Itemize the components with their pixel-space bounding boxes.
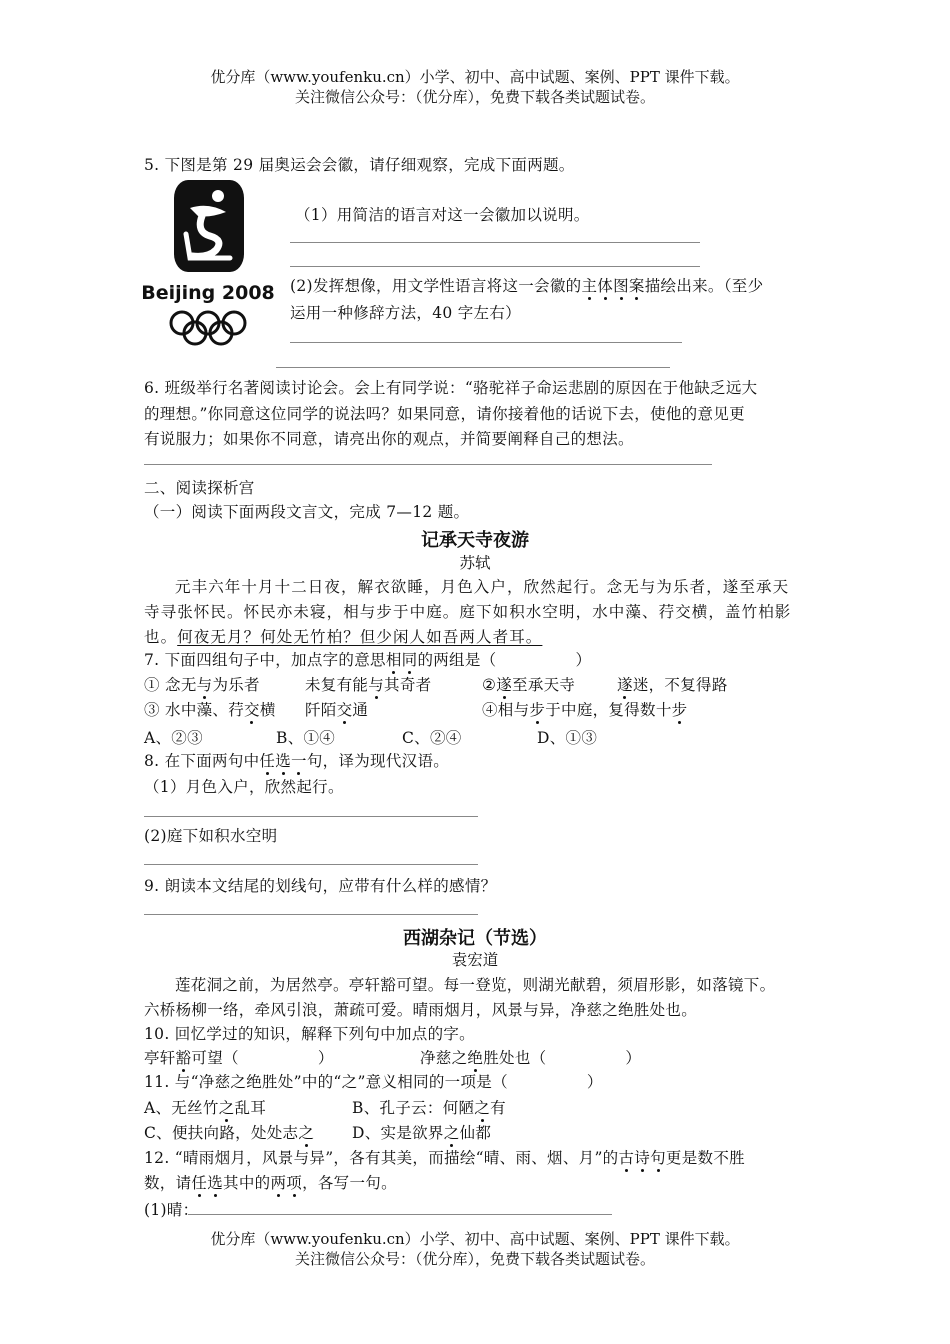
emphasis-dotted-text [259,752,306,770]
q11-option-c: C、便扶向路，处处志之 [144,1121,314,1143]
q10-item-a: 亭轩豁可望（ ） [144,1046,334,1068]
passage1-line1: 元丰六年十月十二日夜，解衣欲睡，月色入户，欣然起行。念无与为乐者，遂至承天 [175,578,790,596]
q9-stem: 9. 朗读本文结尾的划线句，应带有什么样的感情？ [144,877,497,895]
q11-option-b: B、孔子云：何陋之有 [352,1096,506,1118]
emphasis-dots [581,274,644,296]
q7-row1-a: ① 念无与为乐者 [144,673,260,695]
emphasis-char: 一 [291,749,307,771]
q5-sub2-line2: 运用一种修辞方法，40 字左右） [290,304,521,322]
q7-row2-a: ③ 水中藻、荇交横 [144,698,276,720]
passage1-line3: 也。何夜无月？何处无竹柏？但少闲人如吾两人者耳。 [144,628,543,646]
q10-item-b: 净慈之绝胜处也（ ） [420,1046,641,1068]
emphasis-dotted-text [618,1149,665,1167]
emphasis-char: 选 [275,749,291,771]
q11-stem: 11. 与“净慈之绝胜处”中的“之”意义相同的一项是（ ） [144,1073,603,1091]
q11-option-d: D、实是欲界之仙都 [352,1121,491,1143]
emblem-wordmark: Beijing 2008 [141,282,275,304]
passage2-line1: 莲花洞之前，为居然亭。亭轩豁可望。每一登览，则湖光献碧，须眉形影，如落镜下。 [175,976,776,994]
emphasis-char: 两 [270,1171,286,1193]
beijing-2008-emblem [138,176,278,348]
emphasis-char: 选 [207,1171,223,1193]
q7-row1-d: 遂迷，不复得路 [617,673,728,695]
underlined-sentence: 何夜无月？何处无竹柏？但少闲人如吾两人者耳。 [177,628,543,646]
answer-line [290,266,700,267]
answer-line [144,464,712,465]
passage1-line2: 寺寻张怀民。怀民亦未寝，相与步于中庭。庭下如积水空明，水中藻、荇交横，盖竹柏影 [144,603,792,621]
q11-option-a: A、无丝竹之乱耳 [144,1096,266,1118]
passage1-title: 记承天寺夜游 [421,530,529,551]
q10-stem: 10. 回忆学过的知识，解释下列句中加点的字。 [144,1025,475,1043]
emphasis-char: 相 [386,648,402,670]
answer-line [144,816,478,817]
section-sub: （一）阅读下面两段文言文，完成 7—12 题。 [144,503,470,521]
emphasis-char: 任 [259,749,275,771]
emphasis-char: 图 [613,274,629,296]
passage2-title: 西湖杂记（节选） [403,928,547,949]
emphasis-char: 主 [581,274,597,296]
emphasis-dotted-text [270,1174,302,1192]
section-heading: 二、阅读探析宫 [144,479,255,497]
emphasis-char: 诗 [634,1146,650,1168]
q5-sub1: （1）用简洁的语言对这一会徽加以说明。 [295,206,590,224]
emphasis-dotted-text [386,651,418,669]
footer-line-2: 关注微信公众号：（优分库），免费下载各类试题试卷。 [294,1250,655,1268]
answer-line [188,1214,612,1215]
q7-row1-c: ②遂至承天寺 [482,673,575,695]
answer-line [144,914,478,915]
passage2-author: 袁宏道 [451,951,499,969]
q8-stem: 8. 在下面两句中任选一句，译为现代汉语。 [144,749,449,771]
q7-stem: 7. 下面四组句子中，加点字的意思相同的两组是（ ） [144,648,591,670]
passage2-line2: 六桥杨柳一络，牵风引浪，萧疏可爱。晴雨烟月，风景与异，净慈之绝胜处也。 [144,1001,698,1019]
q5-stem: 5. 下图是第 29 届奥运会会徽，请仔细观察，完成下面两题。 [144,156,575,174]
emphasis-dotted-text [191,1174,223,1192]
q8-sentence1: （1）月色入户，欣然起行。 [144,778,344,796]
answer-line [144,864,478,865]
footer-line-1: 优分库（www.youfenku.cn）小学、初中、高中试题、案例、PPT 课件下载。 [210,1230,740,1248]
q8-sentence2: (2)庭下如积水空明 [144,827,278,845]
q7-option-a: A、②③ [144,729,203,747]
emphasis-char: 句 [650,1146,666,1168]
q7-option-d: D、①③ [537,729,598,747]
header-line-1: 优分库（www.youfenku.cn）小学、初中、高中试题、案例、PPT 课件下载。 [210,68,740,86]
q6-line2: 的理想。”你同意这位同学的说法吗？如果同意，请你接着他的话说下去，使他的意见更 [144,405,745,423]
q7-row1-b: 未复有能与其奇者 [305,673,431,695]
emphasis-char: 任 [191,1171,207,1193]
answer-line [290,242,700,243]
q7-row2-b: 阡陌交通 [305,698,368,720]
emphasis-char: 古 [618,1146,634,1168]
q12-blank1-label: (1)晴： [144,1201,199,1219]
emphasis-char: 同 [402,648,418,670]
q12-line1: 12. “晴雨烟月，风景与异”，各有其美，而描绘“晴、雨、烟、月”的古诗句更是数不胜 [144,1146,745,1168]
olympic-emblem-icon [138,176,278,348]
q7-option-b: B、①④ [276,729,336,747]
emphasis-dotted-text [581,277,644,295]
emphasis-char: 体 [597,274,613,296]
q12-line2: 数，请任选其中的两项，各写一句。 [144,1171,397,1193]
q7-option-c: C、②④ [402,729,462,747]
answer-line [276,367,670,368]
emphasis-char: 案 [629,274,645,296]
answer-line [290,342,682,343]
q7-row2-c: ④相与步于中庭，复得数十步 [482,698,687,720]
emphasis-char: 项 [286,1171,302,1193]
q6-line1: 6. 班级举行名著阅读讨论会。会上有同学说：“骆驼祥子命运悲剧的原因在于他缺乏远大 [144,379,758,397]
passage1-author: 苏轼 [459,554,491,572]
header-line-2: 关注微信公众号：（优分库），免费下载各类试题试卷。 [294,88,655,106]
q6-line3: 有说服力；如果你不同意，请亮出你的观点，并简要阐释自己的想法。 [144,430,634,448]
q5-sub2: (2)发挥想像，用文学性语言将这一会徽的主体图案描绘出来。（至少 [290,274,763,296]
